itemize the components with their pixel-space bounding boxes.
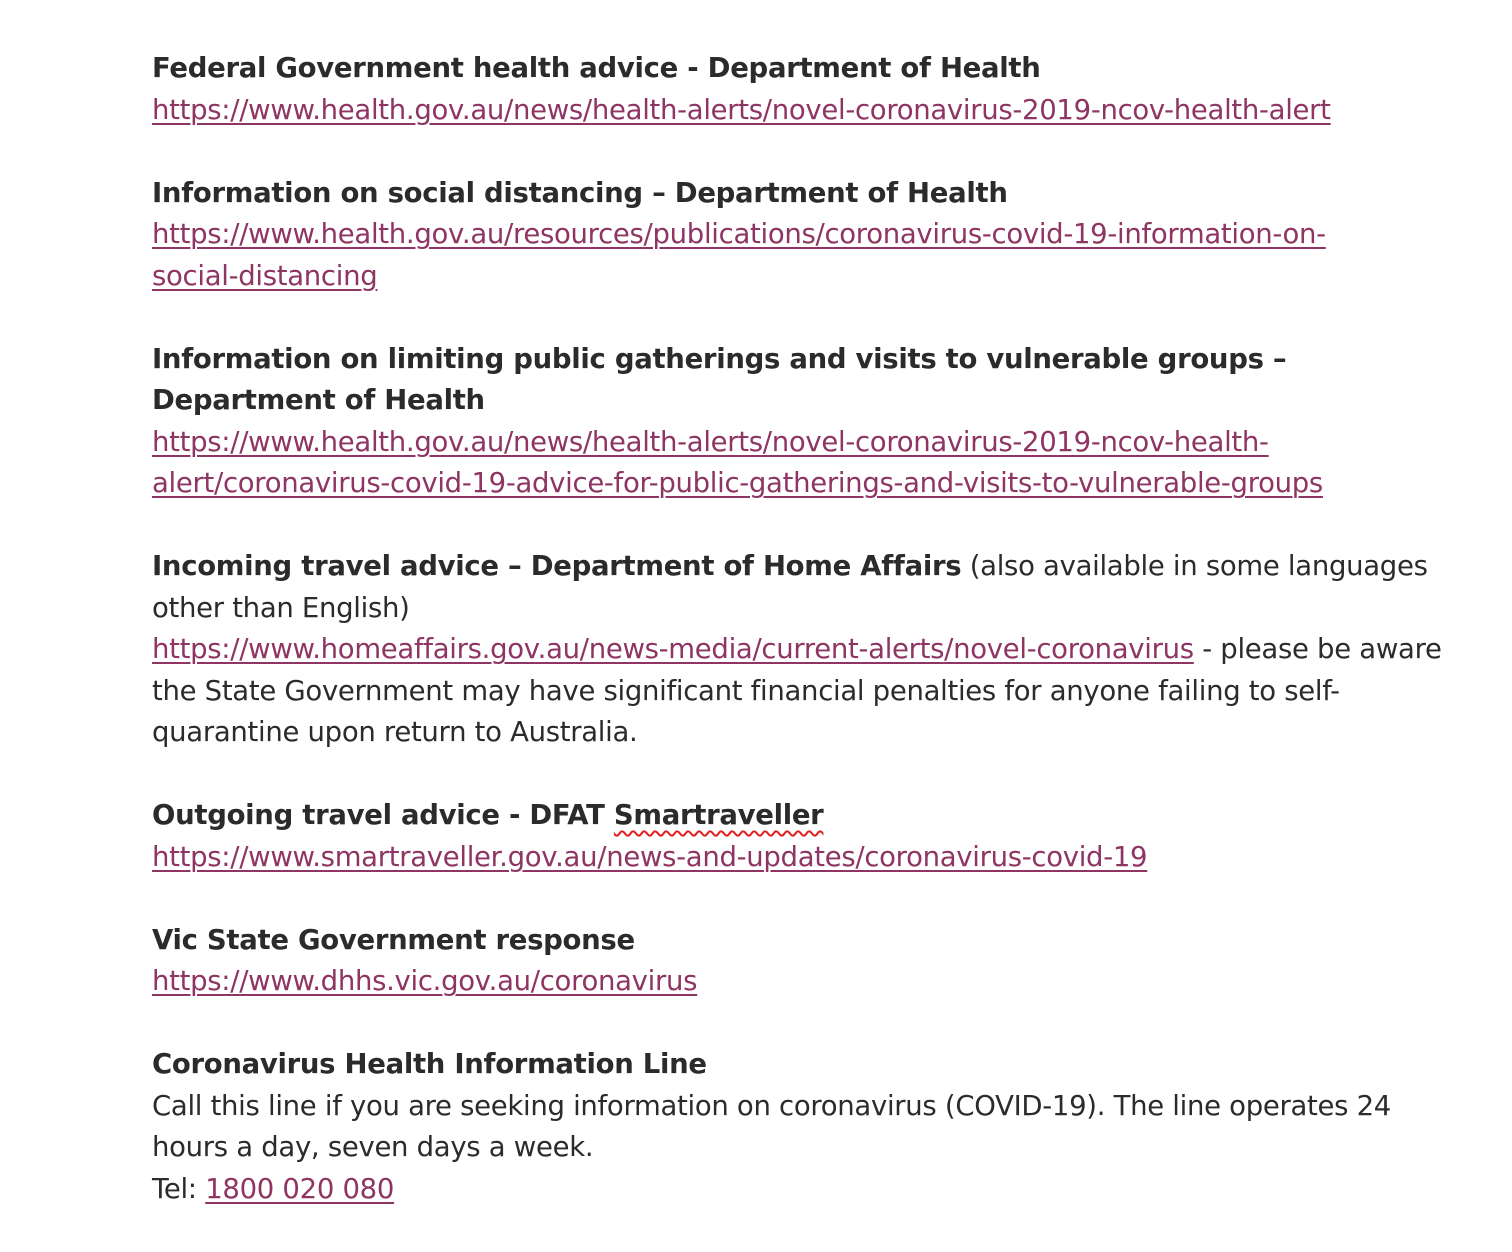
link-dhhs-vic[interactable]: https://www.dhhs.vic.gov.au/coronavirus bbox=[152, 965, 698, 997]
section-heading: Federal Government health advice - Department of Health bbox=[152, 52, 1041, 84]
link-smartraveller[interactable]: https://www.smartraveller.gov.au/news-and-updates/coronavirus-covid-19 bbox=[152, 840, 1148, 873]
tel-line bbox=[152, 1169, 1442, 1211]
section-heading-line bbox=[152, 546, 1442, 629]
section-heading bbox=[152, 795, 1442, 837]
link-public-gatherings[interactable] bbox=[152, 422, 1442, 505]
link-text-line-2[interactable]: social-distancing bbox=[152, 259, 378, 292]
section-heading: Vic State Government response bbox=[152, 923, 635, 956]
section-outgoing-travel bbox=[152, 795, 1442, 878]
section-health-info-line bbox=[152, 1044, 1442, 1210]
penalty-note: - please be aware the State Government may have significant financial penalties for anyone failing to self-quarantine upon return to Australia. bbox=[152, 633, 1442, 748]
section-social-distancing bbox=[152, 173, 1442, 298]
heading-prefix: Outgoing travel advice - DFAT bbox=[152, 799, 614, 831]
section-heading: Coronavirus Health Information Line bbox=[152, 1048, 707, 1080]
link-social-distancing[interactable] bbox=[152, 214, 1442, 297]
link-home-affairs[interactable]: https://www.homeaffairs.gov.au/news-media/current-alerts/novel-coronavirus bbox=[152, 633, 1194, 665]
section-heading: Information on limiting public gatherings and visits to vulnerable groups – Department of Health bbox=[152, 342, 1287, 416]
tel-label: Tel: bbox=[152, 1172, 206, 1205]
section-public-gatherings bbox=[152, 339, 1442, 505]
info-line-description: Call this line if you are seeking information on coronavirus (COVID-19). The line operates 24 hours a day, seven days a week. bbox=[152, 1089, 1391, 1163]
link-text-line-2[interactable]: alert/coronavirus-covid-19-advice-for-public-gatherings-and-visits-to-vulnerable-groups bbox=[152, 467, 1323, 499]
heading-note: (also available in some languages other than English) bbox=[152, 550, 1428, 624]
tel-number-link[interactable]: 1800 020 080 bbox=[205, 1172, 395, 1205]
link-text-line-1[interactable]: https://www.health.gov.au/resources/publications/coronavirus-covid-19-information-on- bbox=[152, 218, 1326, 250]
section-heading: Information on social distancing – Department of Health bbox=[152, 176, 1008, 209]
section-vic-response bbox=[152, 920, 1442, 1003]
section-federal-health-advice bbox=[152, 48, 1442, 131]
link-text-line-1[interactable]: https://www.health.gov.au/news/health-alerts/novel-coronavirus-2019-ncov-health- bbox=[152, 425, 1269, 458]
link-health-alert[interactable]: https://www.health.gov.au/news/health-alerts/novel-coronavirus-2019-ncov-health-alert bbox=[152, 93, 1331, 126]
document-body bbox=[152, 48, 1442, 1252]
section-body bbox=[152, 629, 1442, 754]
spellcheck-flagged-word[interactable]: Smartraveller bbox=[613, 799, 824, 831]
section-heading: Incoming travel advice – Department of Home Affairs bbox=[152, 550, 962, 582]
section-incoming-travel bbox=[152, 546, 1442, 754]
